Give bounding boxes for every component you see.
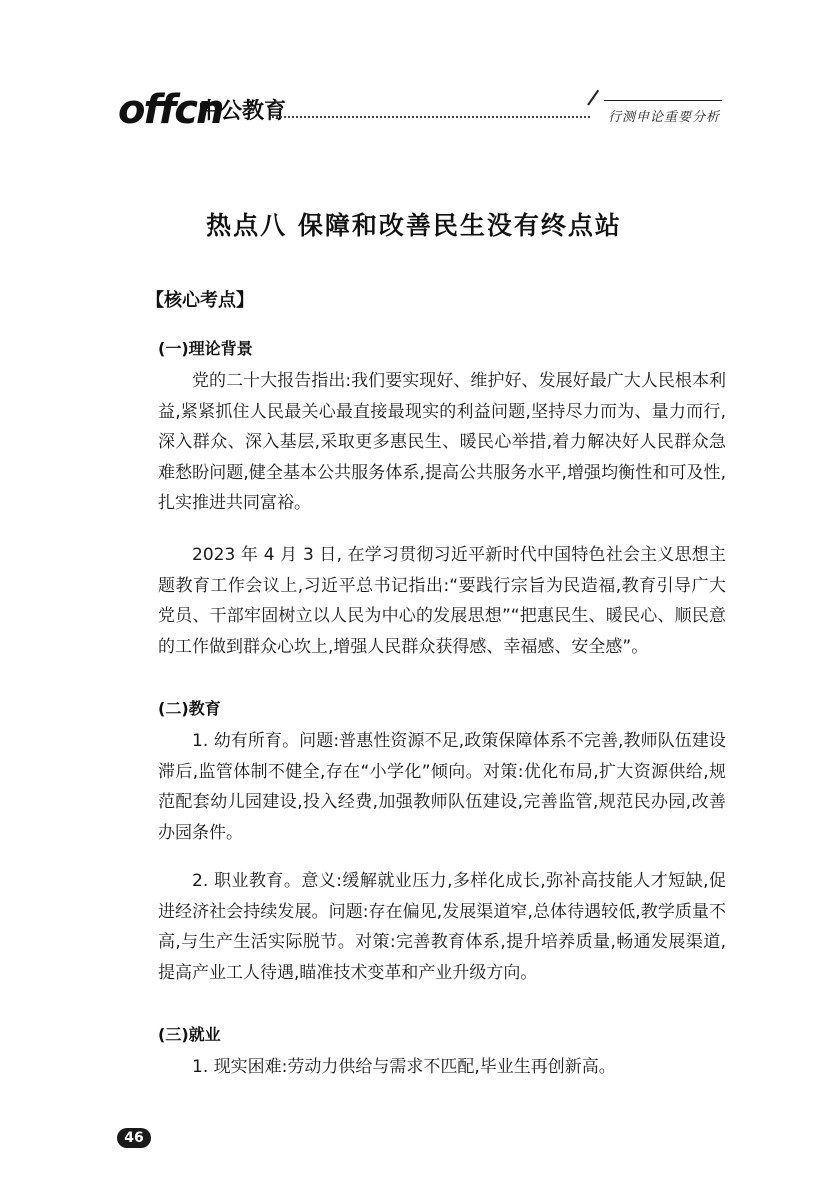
header-slash-mark [587, 90, 599, 106]
core-points-heading: 【核心考点】 [146, 290, 254, 311]
paragraph-preschool: 1. 幼有所育。问题:普惠性资源不足,政策保障体系不完善,教师队伍建设滞后,监管体制不健全,存在“小学化”倾向。对策:优化布局,扩大资源供给,规范配套幼儿园建设,投入经费,加强教师队伍建设,完善监管,规范民办园,改善办园条件。 [158, 731, 726, 843]
paragraph-employment: 1. 现实困难:劳动力供给与需求不匹配,毕业生再创新高。 [192, 1057, 616, 1077]
offcn-logo: offcn [118, 87, 223, 133]
heading-theory-background: (一)理论背景 [158, 339, 253, 358]
section-label: 行测申论重要分析 [608, 110, 721, 125]
page-header [0, 0, 828, 140]
brand-name: 中公教育 [198, 99, 287, 124]
paragraph-vocational: 2. 职业教育。意义:缓解就业压力,多样化成长,弥补高技能人才短缺,促进经济社会持续发展。问题:存在偏见,发展渠道窄,总体待遇较低,教学质量不高,与生产生活实际脱节。对策:完善教育体系,提升培养质量,畅通发展渠道,提高产业工人待遇,瞄准技术变革和产业升级方向。 [158, 871, 726, 983]
header-dotted-rule [272, 116, 590, 118]
heading-employment: (三)就业 [158, 1025, 221, 1044]
paragraph-report: 党的二十大报告指出:我们要实现好、维护好、发展好最广大人民根本利益,紧紧抓住人民最关心最直接最现实的利益问题,坚持尽力而为、量力而行,深入群众、深入基层,采取更多惠民生、暖民心举措,着力解决好人民群众急难愁盼问题,健全基本公共服务体系,提高公共服务水平,增强均衡性和可及性,扎实推进共同富裕。 [158, 371, 726, 513]
page-title: 热点八 保障和改善民生没有终点站 [206, 211, 622, 240]
paragraph-speech: 2023 年 4 月 3 日, 在学习贯彻习近平新时代中国特色社会主义思想主题教育工作会议上,习近平总书记指出:“要践行宗旨为民造福,教育引导广大党员、干部牢固树立以人民为中心的发展思想”“把惠民生、暖民心、顺民意的工作做到群众心坎上,增强人民群众获得感、幸福感、安全感”。 [158, 545, 726, 657]
page-number-badge: 46 [117, 1128, 151, 1148]
header-rule [604, 100, 722, 101]
heading-education: (二)教育 [158, 699, 221, 718]
